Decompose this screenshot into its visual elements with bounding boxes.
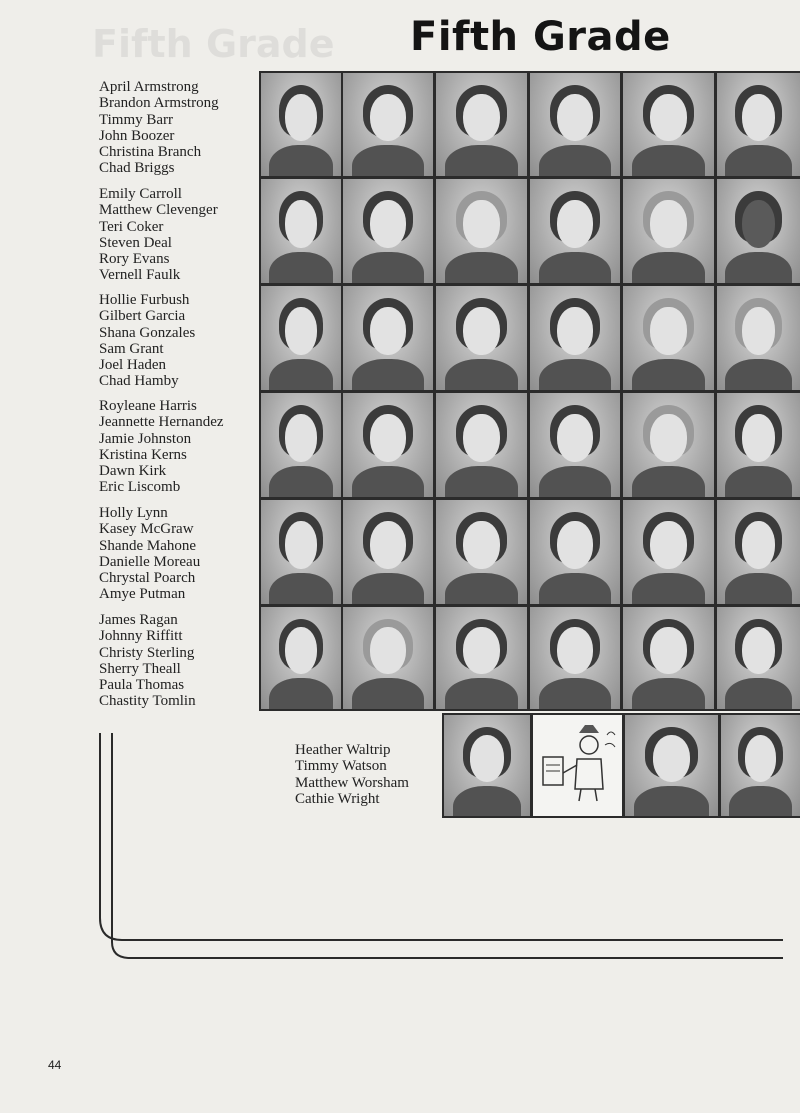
student-name: Christy Sterling — [99, 644, 195, 661]
student-name: Amye Putman — [99, 586, 186, 603]
student-name: April Armstrong — [99, 79, 199, 95]
student-name: John Boozer — [99, 127, 175, 144]
student-name: Kristina Kerns — [99, 446, 187, 463]
student-name: Cathie Wright — [295, 790, 380, 807]
student-name: Joel Haden — [99, 357, 167, 374]
student-name: Matthew Worsham — [295, 774, 409, 791]
page-title: Fifth Grade — [410, 14, 671, 60]
student-name: Jeannette Hernandez — [99, 414, 224, 431]
student-name: Chad Hamby — [99, 373, 179, 390]
student-name: Heather Waltrip — [295, 742, 391, 758]
student-name: Dawn Kirk — [99, 463, 167, 480]
student-name: Hollie Furbush — [99, 292, 190, 308]
student-name: Sam Grant — [99, 340, 164, 357]
student-name: Brandon Armstrong — [99, 95, 219, 112]
student-name: Steven Deal — [99, 234, 172, 251]
student-name: Holly Lynn — [99, 505, 168, 521]
student-name: Chad Briggs — [99, 160, 175, 177]
student-name: Timmy Barr — [99, 111, 174, 128]
student-name: Royleane Harris — [99, 398, 197, 414]
student-name: Vernell Faulk — [99, 267, 181, 284]
student-name: Matthew Clevenger — [99, 202, 218, 219]
student-name: James Ragan — [99, 612, 178, 628]
student-name: Sherry Theall — [99, 660, 181, 677]
student-name: Eric Liscomb — [99, 479, 181, 496]
student-name: Timmy Watson — [295, 758, 387, 775]
student-name: Paula Thomas — [99, 677, 185, 694]
student-name: Danielle Moreau — [99, 553, 201, 570]
student-name: Shande Mahone — [99, 537, 197, 554]
student-name: Gilbert Garcia — [99, 308, 186, 325]
student-name: Jamie Johnston — [99, 430, 192, 447]
bleed-through-title: Fifth Grade — [92, 22, 335, 66]
student-name: Christina Branch — [99, 144, 202, 161]
student-name: Shana Gonzales — [99, 324, 196, 341]
student-name: Teri Coker — [99, 218, 164, 235]
student-name: Emily Carroll — [99, 186, 182, 202]
student-name: Chrystal Poarch — [99, 570, 196, 587]
student-name: Rory Evans — [99, 251, 170, 268]
page-number: 44 — [48, 1058, 62, 1072]
student-name: Chastity Tomlin — [99, 693, 196, 710]
student-name: Kasey McGraw — [99, 521, 194, 538]
student-name: Johnny Riffitt — [99, 628, 183, 645]
